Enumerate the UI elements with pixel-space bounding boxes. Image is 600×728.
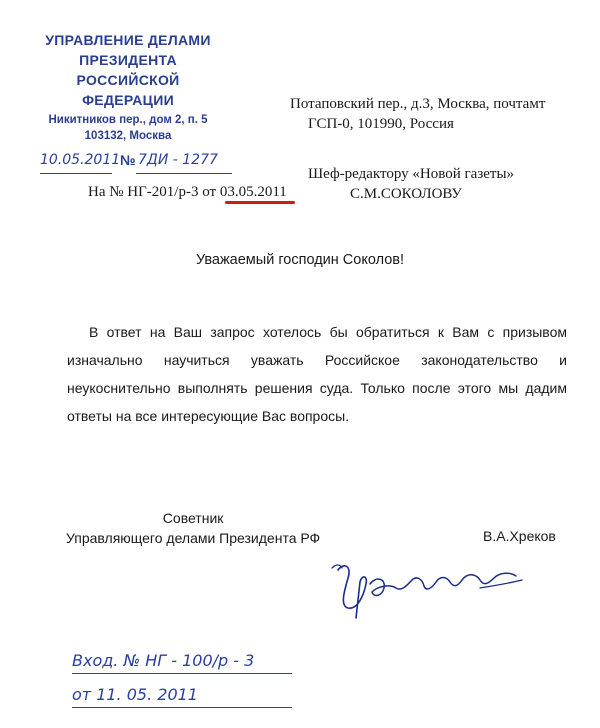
sender-stamp: [28, 30, 228, 144]
recipient-address-line-2: ГСП-0, 101990, Россия: [308, 116, 454, 132]
letter-body: В ответ на Ваш запрос хотелось бы обратиться к Вам с призывом изначально научиться уважать Российское законодательство и неукоснительно выполнять решения суда. Только после этого мы дадим ответы на все интересующие Вас вопросы.: [67, 324, 567, 424]
reply-reference: [88, 184, 287, 201]
recipient-name: С.М.СОКОЛОВУ: [350, 186, 462, 202]
stamp-address: Никитников пер., дом 2, п. 5: [48, 114, 208, 126]
signer-name: В.А.Хреков: [483, 528, 556, 544]
reply-reference-prefix: На № НГ-201/р-3 от: [88, 184, 217, 200]
incoming-registration-note: [72, 644, 254, 712]
registration-date: 10.05.2011: [40, 152, 121, 168]
registration-line: [40, 152, 240, 174]
highlight-underline: [225, 201, 295, 204]
stamp-line-4: ФЕДЕРАЦИИ: [82, 92, 174, 108]
registration-number-underline: [136, 173, 232, 174]
incoming-note-row-2: [72, 678, 254, 712]
stamp-city: 103132, Москва: [84, 130, 172, 142]
incoming-note-line-1: Вход. № НГ - 100/р - 3: [72, 651, 255, 670]
registration-date-underline: [40, 173, 112, 174]
incoming-note-underline-2: [72, 707, 292, 708]
stamp-line-3: РОССИЙСКОЙ: [76, 72, 180, 88]
stamp-line-1: УПРАВЛЕНИЕ ДЕЛАМИ: [45, 32, 211, 48]
registration-number: 7ДИ - 1277: [138, 152, 218, 168]
handwritten-signature: [330, 558, 530, 628]
stamp-line-2: ПРЕЗИДЕНТА: [79, 52, 177, 68]
registration-number-sign: №: [120, 152, 136, 168]
incoming-note-row-1: [72, 644, 254, 678]
incoming-note-line-2: от 11. 05. 2011: [72, 685, 198, 704]
signer-title-line-2: Управляющего делами Президента РФ: [66, 530, 321, 546]
recipient-position: Шеф-редактору «Новой газеты»: [308, 166, 515, 182]
reply-reference-date: 03.05.2011: [219, 184, 287, 200]
recipient-block: [290, 94, 545, 204]
signer-title: [66, 508, 320, 548]
incoming-note-underline-1: [72, 673, 292, 674]
signer-title-line-1: Советник: [162, 510, 224, 526]
recipient-address-line-1: Потаповский пер., д.3, Москва, почтамт: [290, 96, 546, 112]
greeting: Уважаемый господин Соколов!: [195, 252, 405, 268]
